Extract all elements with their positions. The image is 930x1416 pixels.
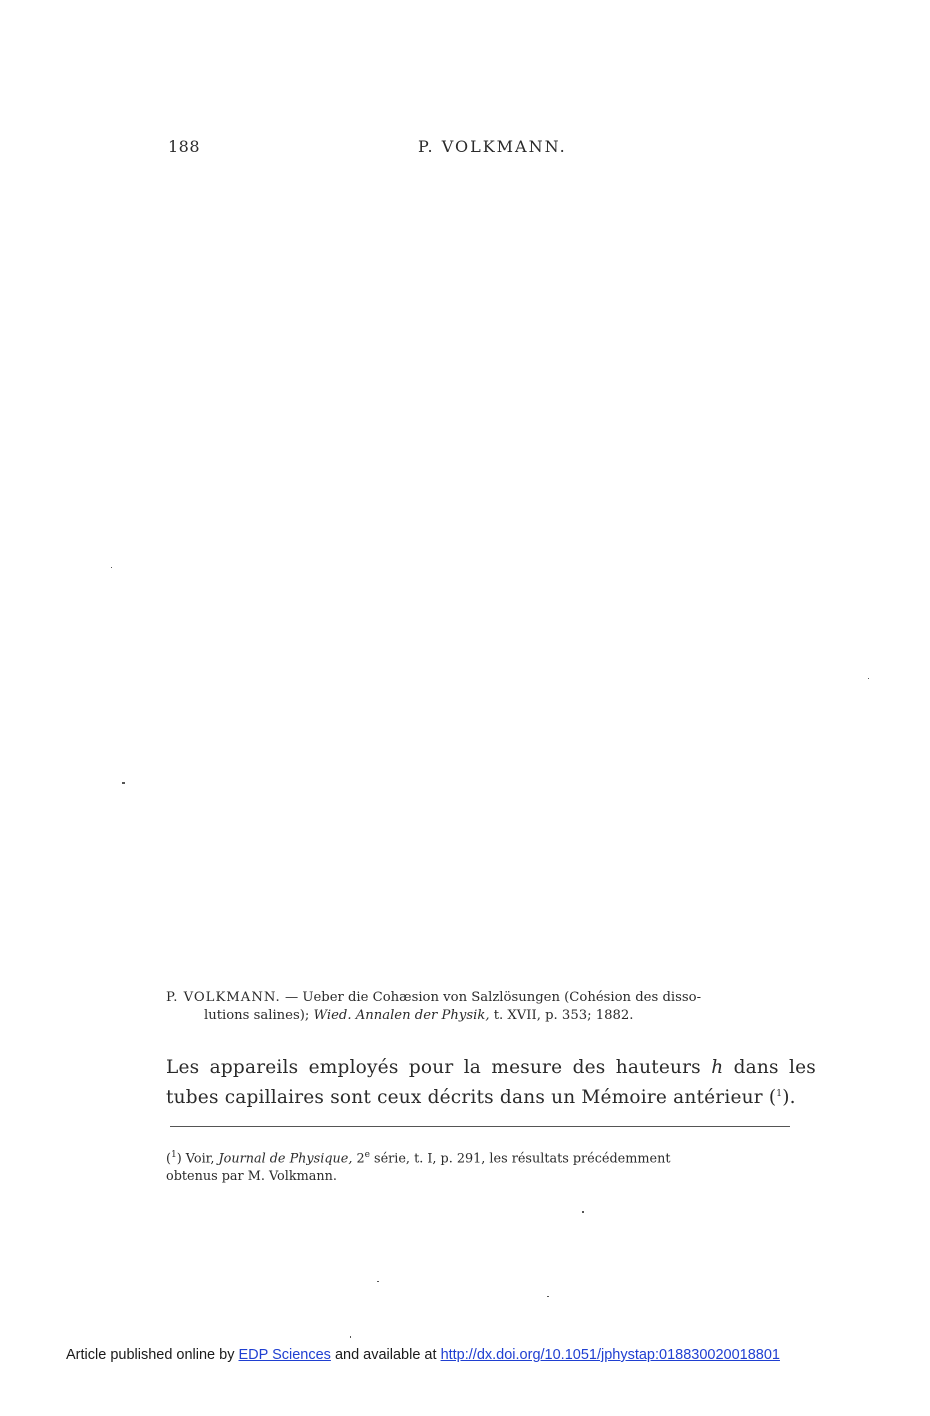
article-heading [166,989,816,1025]
footnote-divider [170,1126,790,1127]
footnote-line-2: obtenus par M. Volkmann. [166,1169,337,1185]
scan-speck [377,1281,379,1282]
body-variable-h: h [711,1057,724,1078]
footnote-marker-open: ( [166,1151,171,1167]
footnote-reference: 1 [776,1089,783,1099]
footnote-marker: 1 [171,1150,177,1160]
article-author: P. VOLKMANN. [166,990,281,1005]
scan-speck [547,1296,549,1297]
article-title-continuation [166,1007,816,1025]
scan-speck [111,567,112,568]
scan-speck [582,1211,584,1213]
footnote-rest: série, t. I, p. 291, les résultats précédemment [369,1151,671,1167]
body-paragraph [166,1054,816,1111]
doi-link[interactable]: http://dx.doi.org/10.1051/jphystap:018830020018801 [440,1347,780,1363]
credit-middle: and available at [330,1347,441,1363]
scan-speck [868,678,869,679]
body-text-middle: dans les tubes capillaires sont ceux décrits dans un Mémoire antérieur ( [166,1057,816,1109]
article-citation: t. XVII, p. 353; 1882. [489,1008,634,1023]
footnote [166,1146,814,1186]
footnote-journal: Journal de Physique, [218,1151,353,1167]
edp-sciences-link[interactable]: EDP Sciences [238,1347,331,1363]
body-text-start: Les appareils employés pour la mesure des hauteurs [166,1057,712,1078]
footnote-series-number: 2 [352,1151,365,1167]
article-title-cont: lutions salines); [204,1008,314,1023]
scan-speck [122,782,125,784]
body-text-end: ). [782,1087,796,1109]
footnote-marker-close: ) Voir, [176,1151,219,1167]
running-head: P. VOLKMANN. [418,137,567,156]
footnote-series-superscript: e [364,1150,370,1160]
article-dash: — [280,990,303,1005]
scan-speck [350,1336,351,1338]
page-number: 188 [168,137,201,156]
publication-credit [66,1347,780,1363]
credit-prefix: Article published online by [66,1347,239,1363]
article-title: Ueber die Cohæsion von Salzlösungen (Cohésion des disso- [302,990,702,1005]
article-journal: Wied. Annalen der Physik, [313,1008,490,1023]
